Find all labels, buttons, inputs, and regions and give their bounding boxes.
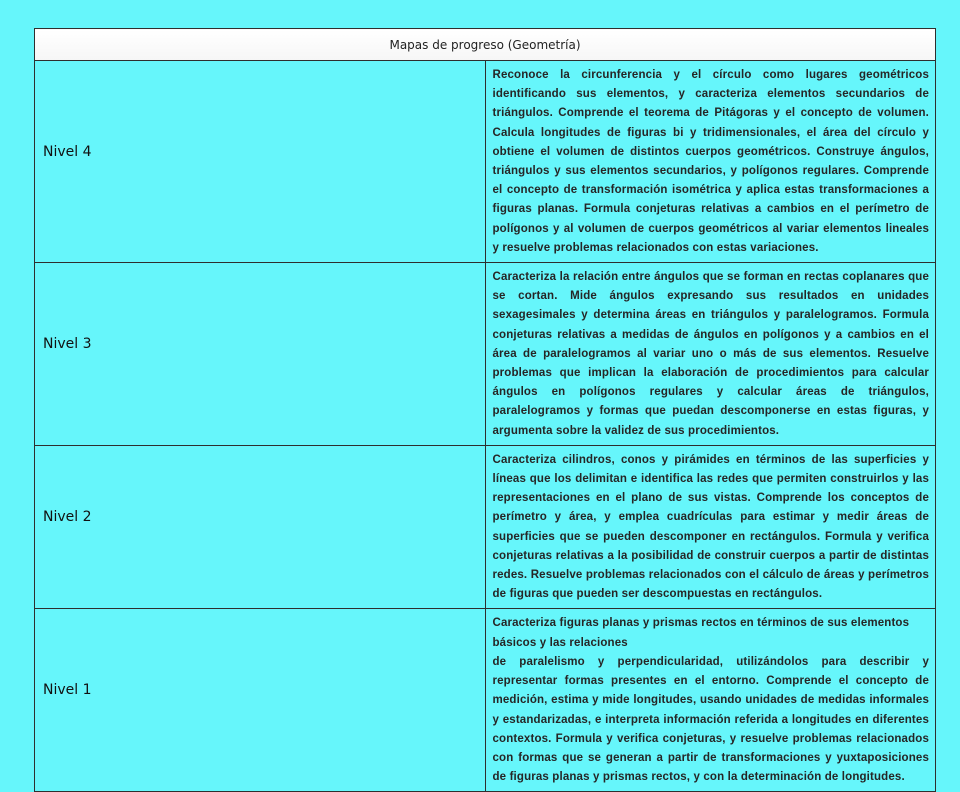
description-cell (485, 61, 936, 263)
level-cell (35, 263, 486, 446)
table-header-row (35, 29, 936, 61)
level-cell (35, 609, 486, 792)
level-cell (35, 445, 486, 609)
level-cell (35, 61, 486, 263)
description-cell (485, 445, 936, 609)
description-cell (485, 609, 936, 792)
level-description: Caracteriza cilindros, conos y pirámides en términos de las superficies y líneas que los delimitan e identifica las redes que permiten construirlos y las representaciones en el plano de sus vistas. Comprende los conceptos de perímetro y área, y emplea cuadrículas para estimar y medir áreas de superficies que se pueden descomponer en rectángulos. Formula y verifica conjeturas relativas a la posibilidad de construir cuerpos a partir de distintas redes. Resuelve problemas relacionados con el cálculo de áreas y perímetros de figuras que pueden ser descompuestas en rectángulos. (492, 453, 929, 601)
table-title: Mapas de progreso (Geometría) (35, 29, 936, 61)
level-description: Reconoce la circunferencia y el círculo como lugares geométricos identificando sus elementos, y caracteriza elementos secundarios de triángulos. Comprende el teorema de Pitágoras y el concepto de volumen. Calcula longitudes de figuras bi y tridimensionales, el área del círculo y obtiene el volumen de distintos cuerpos geométricos. Construye ángulos, triángulos y sus elementos secundarios, y polígonos regulares. Comprende el concepto de transformación isométrica y aplica estas transformaciones a figuras planas. Formula conjeturas relativas a cambios en el perímetro de polígonos y al volumen de cuerpos geométricos al variar elementos lineales y resuelve problemas relacionados con estas variaciones. (492, 69, 929, 254)
table-row (35, 61, 936, 263)
level-description-first-line: Caracteriza figuras planas y prismas rectos en términos de sus elementos básicos y las relaciones (492, 617, 910, 649)
description-cell (485, 263, 936, 446)
level-description: de paralelismo y perpendicularidad, utilizándolos para describir y representar formas presentes en el entorno. Comprende el concepto de medición, estima y mide longitudes, usando unidades de medidas informales y estandarizadas, e interpreta información referida a longitudes en diferentes contextos. Formula y verifica conjeturas, y resuelve problemas relacionados con formas que se generan a partir de transformaciones y yuxtaposiciones de figuras planas y prismas rectos, y con la determinación de longitudes. (492, 655, 929, 784)
level-description: Caracteriza la relación entre ángulos que se forman en rectas coplanares que se cortan. Mide ángulos expresando sus resultados en unidades sexagesimales y determina áreas en triángulos y paralelogramos. Formula conjeturas relativas a medidas de ángulos en polígonos y a cambios en el área de paralelogramos al variar uno o más de sus elementos. Resuelve problemas que implican la elaboración de procedimientos para calcular ángulos en polígonos regulares y calcular áreas de triángulos, paralelogramos y formas que puedan descomponerse en estas figuras, y argumenta sobre la validez de sus procedimientos. (492, 271, 929, 437)
level-label: Nivel 4 (43, 143, 92, 160)
level-label: Nivel 1 (43, 682, 92, 699)
level-label: Nivel 3 (43, 335, 92, 352)
level-label: Nivel 2 (43, 509, 92, 526)
table-row (35, 609, 936, 792)
table-row (35, 445, 936, 609)
level-description-block (493, 614, 930, 787)
table-row (35, 263, 936, 446)
progress-map-table (34, 28, 936, 792)
